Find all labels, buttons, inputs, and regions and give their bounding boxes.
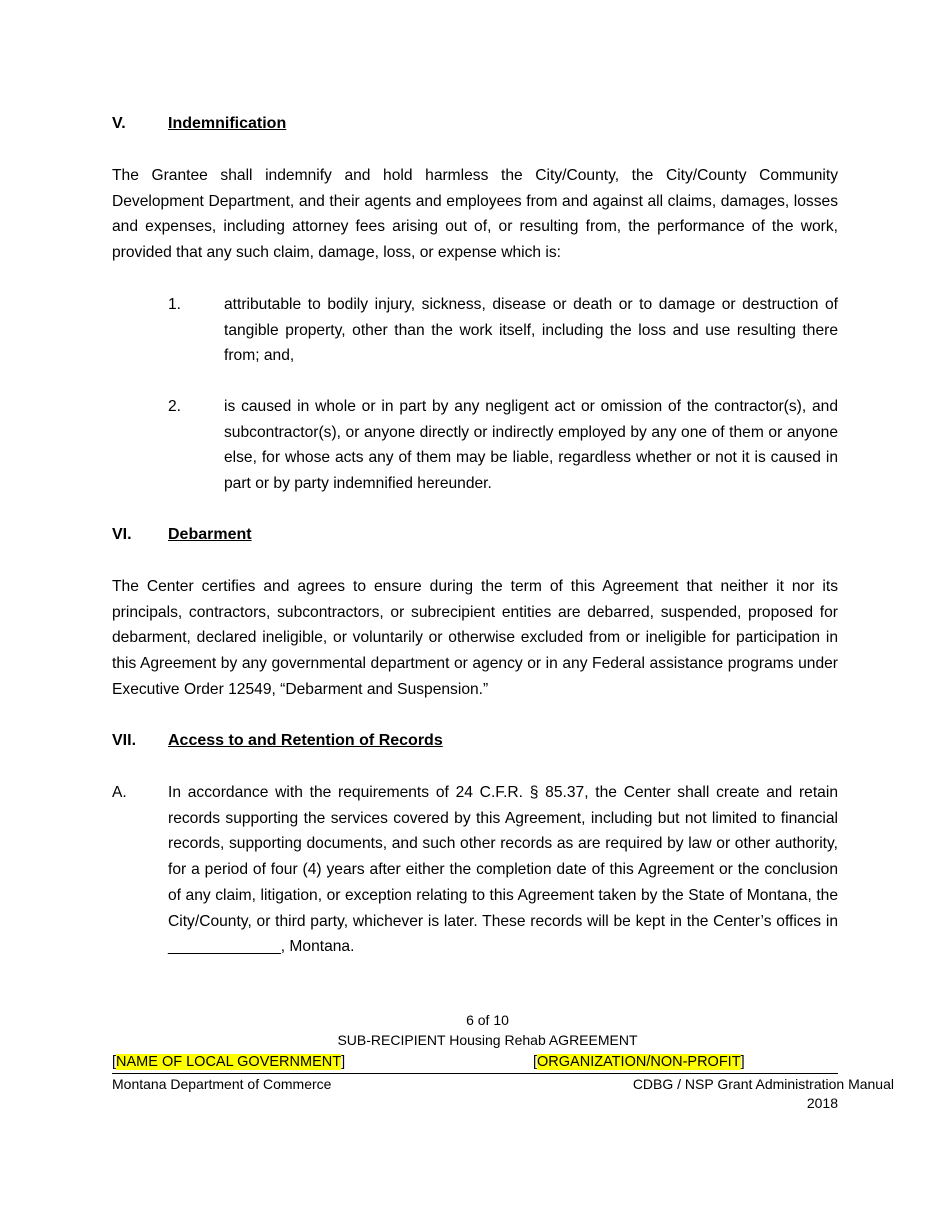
list-item: 2. is caused in whole or in part by any negligent act or omission of the contractor(s), and subcontractor(s), or anyone directly or indirectly employed by any one of them or anyone else, for whose acts any of them may be liable, regardless whether or not it is caused in part or by party indemnified hereunder. xyxy=(168,398,838,493)
indemnification-paragraph: The Grantee shall indemnify and hold harmless the City/County, the City/County Community Development Department, and their agents and employees from and against all claims, damages, losses and expenses, including attorney fees arising out of, or resulting from, the performance of the work, provided that any such claim, damage, loss, or expense which is: xyxy=(112,167,838,262)
footer-left: Montana Department of Commerce xyxy=(112,1076,332,1092)
debarment-paragraph: The Center certifies and agrees to ensure during the term of this Agreement that neither it nor its principals, contractors, subcontractors, or subrecipient entities are debarred, suspended, proposed for debarment, declared ineligible, or voluntarily or otherwise excluded from or ineligible for participation in this Agreement by any governmental department or agency or in any Federal assistance programs under Executive Order 12549, “Debarment and Suspension.” xyxy=(112,578,838,698)
section-heading-v: V. Indemnification xyxy=(112,115,287,132)
list-item: 1. attributable to bodily injury, sickness, disease or death or to damage or destruction of tangible property, other than the work itself, including the loss and use resulting there from; and, xyxy=(168,296,838,365)
section-heading-vii: VII. Access to and Retention of Records xyxy=(112,732,443,749)
footer-divider xyxy=(112,1073,838,1074)
footer-local-government: [NAME OF LOCAL GOVERNMENT] xyxy=(112,1054,346,1070)
footer-year: 2018 xyxy=(806,1095,838,1111)
footer-doc-title: SUB-RECIPIENT Housing Rehab AGREEMENT xyxy=(337,1032,638,1048)
footer-right: CDBG / NSP Grant Administration Manual xyxy=(632,1076,894,1092)
list-item: A. In accordance with the requirements of 24 C.F.R. § 85.37, the Center shall create and retain records supporting the services covered by this Agreement, including but not limited to financial records, supporting documents, and such other records as are required by law or other authority, for a period of four (4) years after either the completion date of this Agreement or the conclusion of any claim, litigation, or exception relating to this Agreement taken by the State of Montana, the City/County, or third party, whichever is later. These records will be kept in the Center’s offices in _____________, Montana. xyxy=(112,784,838,956)
footer-organization: [ORGANIZATION/NON-PROFIT] xyxy=(533,1054,745,1070)
section-heading-vi: VI. Debarment xyxy=(112,526,252,543)
page-number: 6 of 10 xyxy=(466,1012,509,1028)
